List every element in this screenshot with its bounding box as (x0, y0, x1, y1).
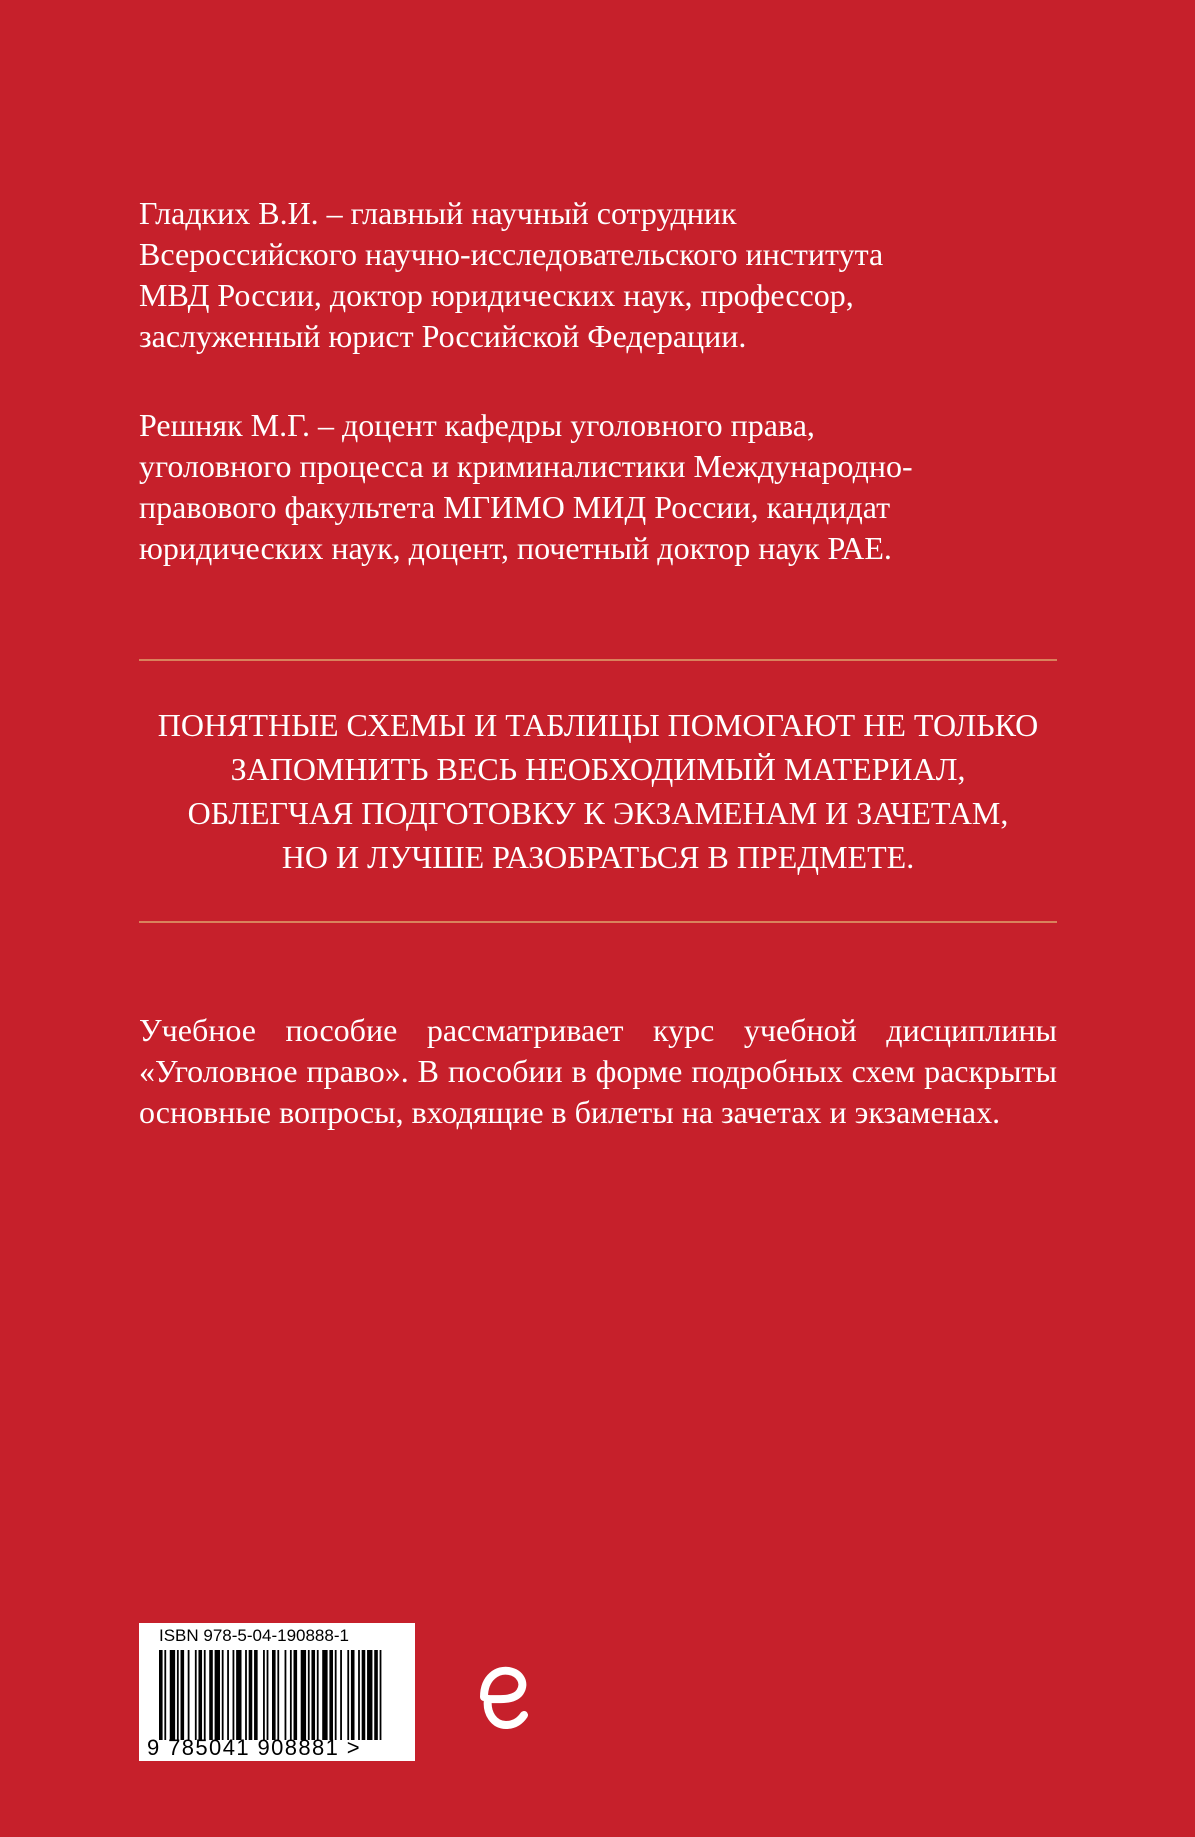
author-bio-reshnyak: Решняк М.Г. – доцент кафедры уголовного права, уголовного процесса и криминалистики Международно- правового факультета МГИМО МИД России, кандидат юридических наук, доцент, почетный доктор наук РАЕ. (139, 407, 913, 566)
barcode-bar (335, 1650, 337, 1740)
barcode-bar (159, 1650, 163, 1740)
isbn-label: ISBN 978-5-04-190888-1 (159, 1626, 349, 1645)
barcode-digits: 9 785041 908881 > (147, 1735, 362, 1760)
barcode-bar (181, 1650, 185, 1740)
barcode-bar (198, 1650, 202, 1740)
barcode-bar (245, 1650, 247, 1740)
book-description: Учебное пособие рассматривает курс учебной дисциплины «Уголовное право». В пособии в форме подробных схем раскрыты основные вопросы, входящие в билеты на зачетах и экзаменах. (139, 1012, 1057, 1130)
barcode-bar (351, 1650, 355, 1740)
divider-top (139, 659, 1057, 661)
barcode-bar (272, 1650, 276, 1740)
barcode-bar (311, 1650, 315, 1740)
barcode-bar (254, 1650, 258, 1740)
barcode-bar (277, 1650, 279, 1740)
barcode-bar (222, 1650, 224, 1740)
barcode-bar (285, 1650, 287, 1740)
barcode-bar (263, 1650, 265, 1740)
barcode-bar (209, 1650, 213, 1740)
barcode-bar (380, 1650, 382, 1740)
barcode-bar (227, 1650, 229, 1740)
barcode-bar (294, 1650, 298, 1740)
barcode-bar (236, 1650, 241, 1740)
barcode-bar (322, 1650, 327, 1740)
barcode-bar (301, 1650, 306, 1740)
isbn-barcode (139, 1623, 415, 1761)
barcode-bar (267, 1650, 269, 1740)
barcode-bar (317, 1650, 319, 1740)
barcode-bar (233, 1650, 235, 1740)
barcode-bar (374, 1650, 378, 1740)
barcode-bar (188, 1650, 190, 1740)
barcode-bar (347, 1650, 349, 1740)
barcode-bar (340, 1650, 342, 1740)
barcode-bar (195, 1650, 197, 1740)
barcode-bar (367, 1650, 372, 1740)
barcode-bar (329, 1650, 333, 1740)
barcode-bar (177, 1650, 179, 1740)
barcode-bars (159, 1650, 385, 1740)
barcode-bar (249, 1650, 253, 1740)
author-bio-gladkikh: Гладких В.И. – главный научный сотрудник Всероссийского научно-исследовательского института МВД России, доктор юридических наук, профессор, заслуженный юрист Российской Федерации. (139, 195, 884, 354)
barcode-bar (204, 1650, 206, 1740)
barcode-bar (164, 1650, 166, 1740)
highlight-slogan: ПОНЯТНЫЕ СХЕМЫ И ТАБЛИЦЫ ПОМОГАЮТ НЕ ТОЛЬКО ЗАПОМНИТЬ ВЕСЬ НЕОБХОДИМЫЙ МАТЕРИАЛ, ОБЛЕГЧАЯ ПОДГОТОВКУ К ЭКЗАМЕНАМ И ЗАЧЕТАМ, НО И ЛУЧШЕ РАЗОБРАТЬСЯ В ПРЕДМЕТЕ. (157, 707, 1039, 875)
barcode-bar (358, 1650, 360, 1740)
barcode-bar (308, 1650, 310, 1740)
divider-bottom (139, 921, 1057, 923)
barcode-bar (290, 1650, 292, 1740)
barcode-bar (170, 1650, 175, 1740)
barcode-bar (215, 1650, 220, 1740)
eksmo-e-logo-icon (476, 1655, 532, 1735)
barcode-bar (362, 1650, 366, 1740)
